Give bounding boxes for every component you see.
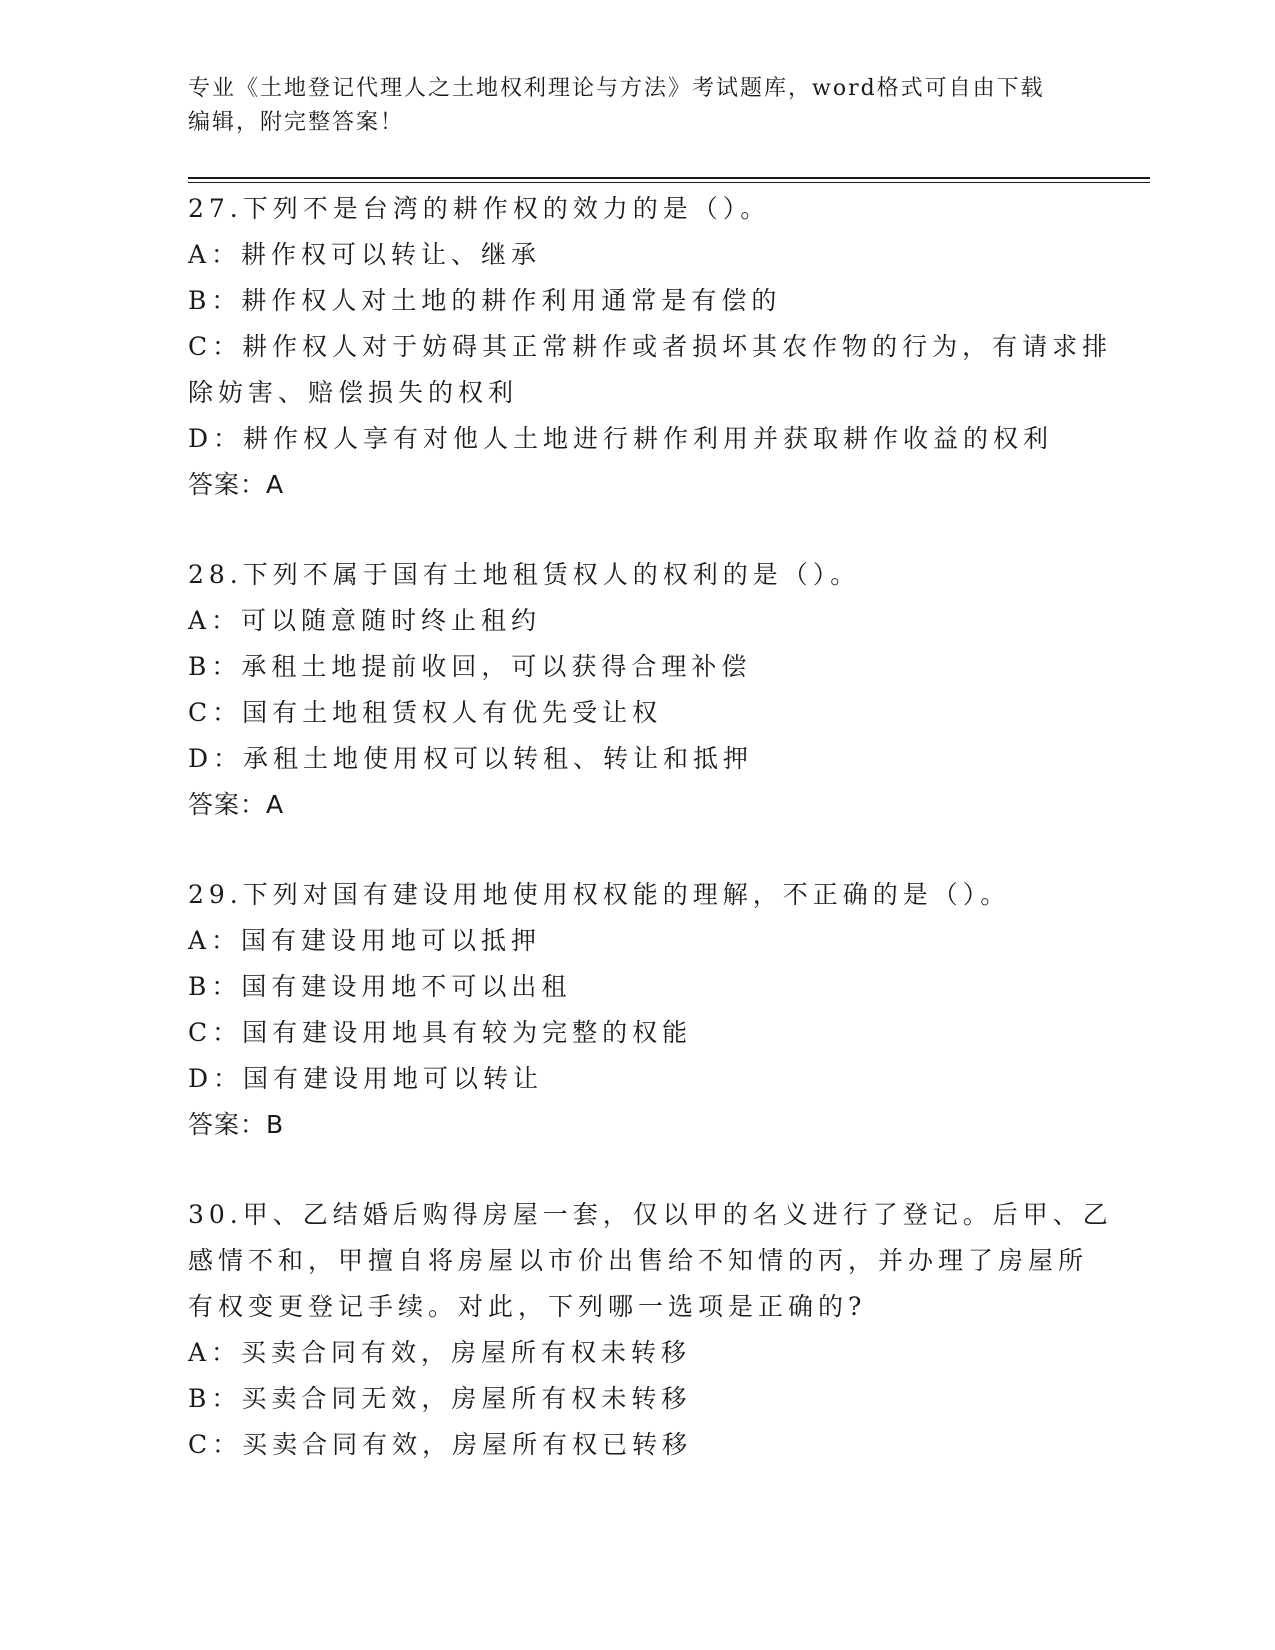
header-divider-thick [188,177,1150,179]
option-d: D：承租土地使用权可以转租、转让和抵押 [188,744,754,773]
question-stem: 27.下列不是台湾的耕作权的效力的是（）。 [188,194,771,223]
question-stem: 29.下列对国有建设用地使用权权能的理解，不正确的是（）。 [188,880,1011,909]
question-list [188,186,1113,1512]
option-c: C：耕作权人对于妨碍其正常耕作或者损坏其农作物的行为，有请求排 [188,332,1113,361]
header-divider-thin [188,182,1150,183]
option-c: C：国有建设用地具有较为完整的权能 [188,1018,693,1047]
option-a: A：可以随意随时终止租约 [188,606,542,635]
answer: 答案：A [188,470,285,499]
option-c: C：国有土地租赁权人有优先受让权 [188,698,663,727]
option-d: D：国有建设用地可以转让 [188,1064,544,1093]
option-d: D：耕作权人享有对他人土地进行耕作利用并获取耕作收益的权利 [188,424,1054,453]
question-27 [188,186,1113,508]
question-stem-line-2: 感情不和，甲擅自将房屋以市价出售给不知情的丙，并办理了房屋所 [188,1246,1089,1275]
question-29 [188,872,1088,1148]
question-30 [188,1192,1113,1468]
question-stem: 28.下列不属于国有土地租赁权人的权利的是（）。 [188,560,861,589]
option-b: B：耕作权人对土地的耕作利用通常是有偿的 [188,286,782,315]
header-line-2: 编辑，附完整答案！ [188,110,405,135]
option-a: A：国有建设用地可以抵押 [188,926,542,955]
option-c-continued: 除妨害、赔偿损失的权利 [188,378,519,407]
question-stem-line-1: 30.甲、乙结婚后购得房屋一套，仅以甲的名义进行了登记。后甲、乙 [188,1200,1113,1229]
option-a: A：买卖合同有效，房屋所有权未转移 [188,1338,692,1367]
option-b: B：承租土地提前收回，可以获得合理补偿 [188,652,752,681]
document-header [188,72,1068,140]
question-stem-line-3: 有权变更登记手续。对此，下列哪一选项是正确的? [188,1292,867,1321]
answer: 答案：A [188,790,285,819]
answer: 答案：B [188,1110,285,1139]
option-a: A：耕作权可以转让、继承 [188,240,542,269]
header-line-1: 专业《土地登记代理人之土地权利理论与方法》考试题库，word格式可自由下载 [188,76,1045,101]
question-28 [188,552,1088,828]
option-b: B：国有建设用地不可以出租 [188,972,572,1001]
option-b: B：买卖合同无效，房屋所有权未转移 [188,1384,692,1413]
option-c: C：买卖合同有效，房屋所有权已转移 [188,1430,693,1459]
